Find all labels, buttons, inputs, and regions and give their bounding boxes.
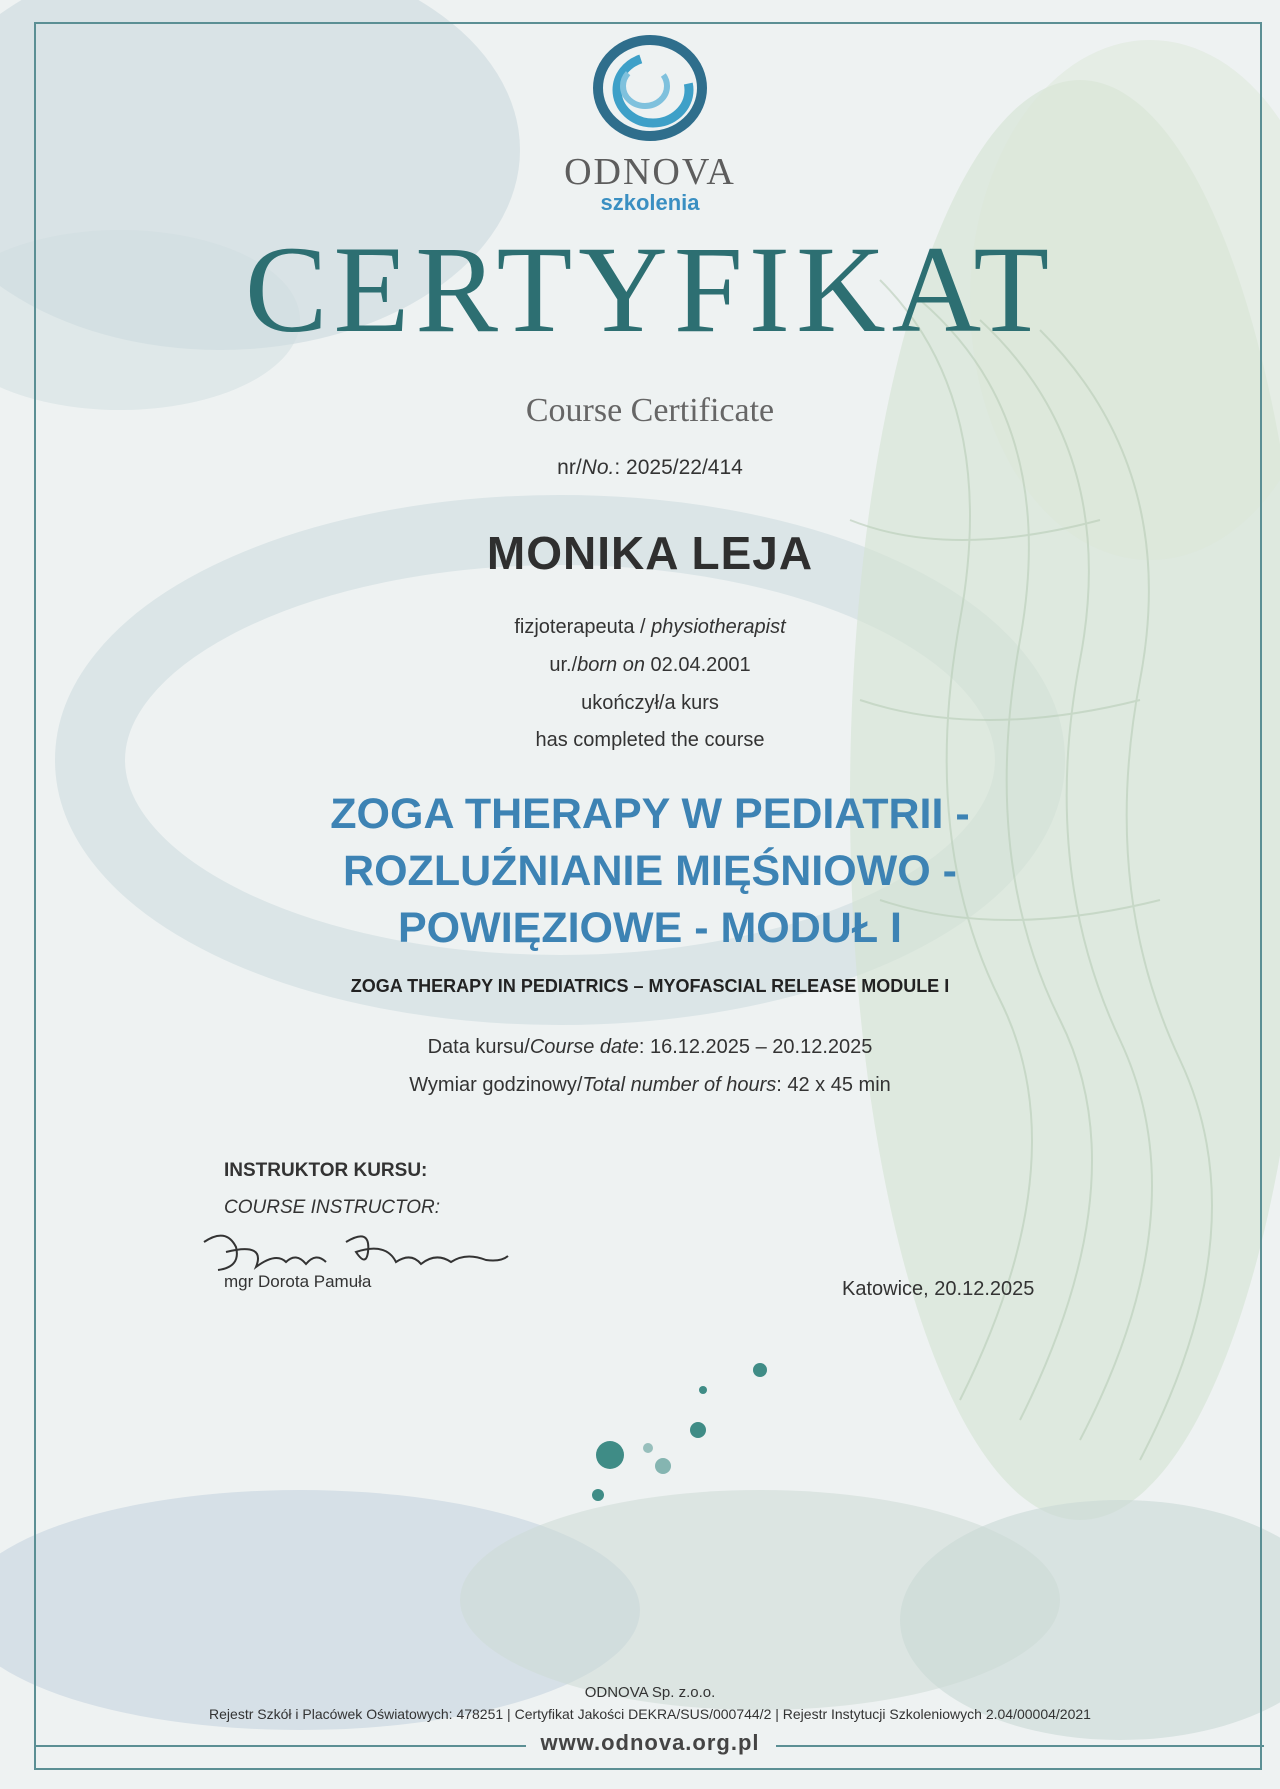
birth-date xyxy=(0,654,1280,677)
course-date-label-en: Course date xyxy=(529,1036,639,1058)
born-label-en: born on xyxy=(577,654,645,676)
footer-website-link[interactable]: www.odnova.org.pl xyxy=(540,1730,760,1755)
number-label-en: No. xyxy=(581,456,615,479)
hours-label-en: Total number of hours xyxy=(582,1074,777,1096)
footer-register: Rejestr Szkół i Placówek Oświatowych: 478251 | Certyfikat Jakości DEKRA/SUS/000744/2 | Rejestr Instytucji Szkoleniowych 2.04/00004/2021 xyxy=(209,1706,1091,1722)
course-title-line: ROZLUŹNIANIE MIĘŚNIOWO - xyxy=(343,847,957,895)
certificate-number: nr/No.: 2025/22/414 xyxy=(557,456,743,479)
odnova-logo-icon xyxy=(585,28,715,148)
number-label-pl: nr/ xyxy=(557,456,582,479)
certificate-subtitle: Course Certificate xyxy=(525,392,775,429)
completed-en: has completed the course xyxy=(535,729,765,751)
course-title xyxy=(0,786,1280,957)
certificate-title: CERTYFIKAT xyxy=(244,221,1056,358)
profession xyxy=(0,616,1280,639)
logo-name: ODNOVA xyxy=(564,151,736,193)
recipient-name: MONIKA LEJA xyxy=(486,527,814,579)
born-label-pl: ur./ xyxy=(549,654,578,676)
course-date-label-pl: Data kursu/ xyxy=(427,1036,530,1058)
profession-en: physiotherapist xyxy=(651,616,786,638)
course-date: Data kursu/Course date: 16.12.2025 – 20.12.2025 xyxy=(427,1036,873,1058)
course-date-value: 16.12.2025 – 20.12.2025 xyxy=(649,1036,873,1058)
instructor-label-pl: INSTRUKTOR KURSU: xyxy=(224,1160,428,1181)
place-and-date: Katowice, 20.12.2025 xyxy=(842,1278,1035,1300)
course-title-en: ZOGA THERAPY IN PEDIATRICS – MYOFASCIAL RELEASE MODULE I xyxy=(350,976,950,996)
course-title-line: ZOGA THERAPY W PEDIATRII - xyxy=(330,790,970,838)
hours-value: 42 x 45 min xyxy=(787,1074,891,1096)
instructor-name: mgr Dorota Pamuła xyxy=(224,1272,372,1291)
born-date: 02.04.2001 xyxy=(650,654,751,676)
instructor-label-en: COURSE INSTRUCTOR: xyxy=(224,1197,441,1218)
footer-company: ODNOVA Sp. z.o.o. xyxy=(584,1684,716,1701)
logo-subtitle: szkolenia xyxy=(600,190,700,215)
hours-label-pl: Wymiar godzinowy/ xyxy=(409,1074,583,1096)
number-value: 2025/22/414 xyxy=(626,456,743,479)
completed-pl: ukończył/a kurs xyxy=(581,692,719,714)
course-hours: Wymiar godzinowy/Total number of hours: 42 x 45 min xyxy=(409,1074,891,1096)
course-title-line: POWIĘZIOWE - MODUŁ I xyxy=(397,904,902,952)
profession-pl: fizjoterapeuta / xyxy=(514,616,652,638)
